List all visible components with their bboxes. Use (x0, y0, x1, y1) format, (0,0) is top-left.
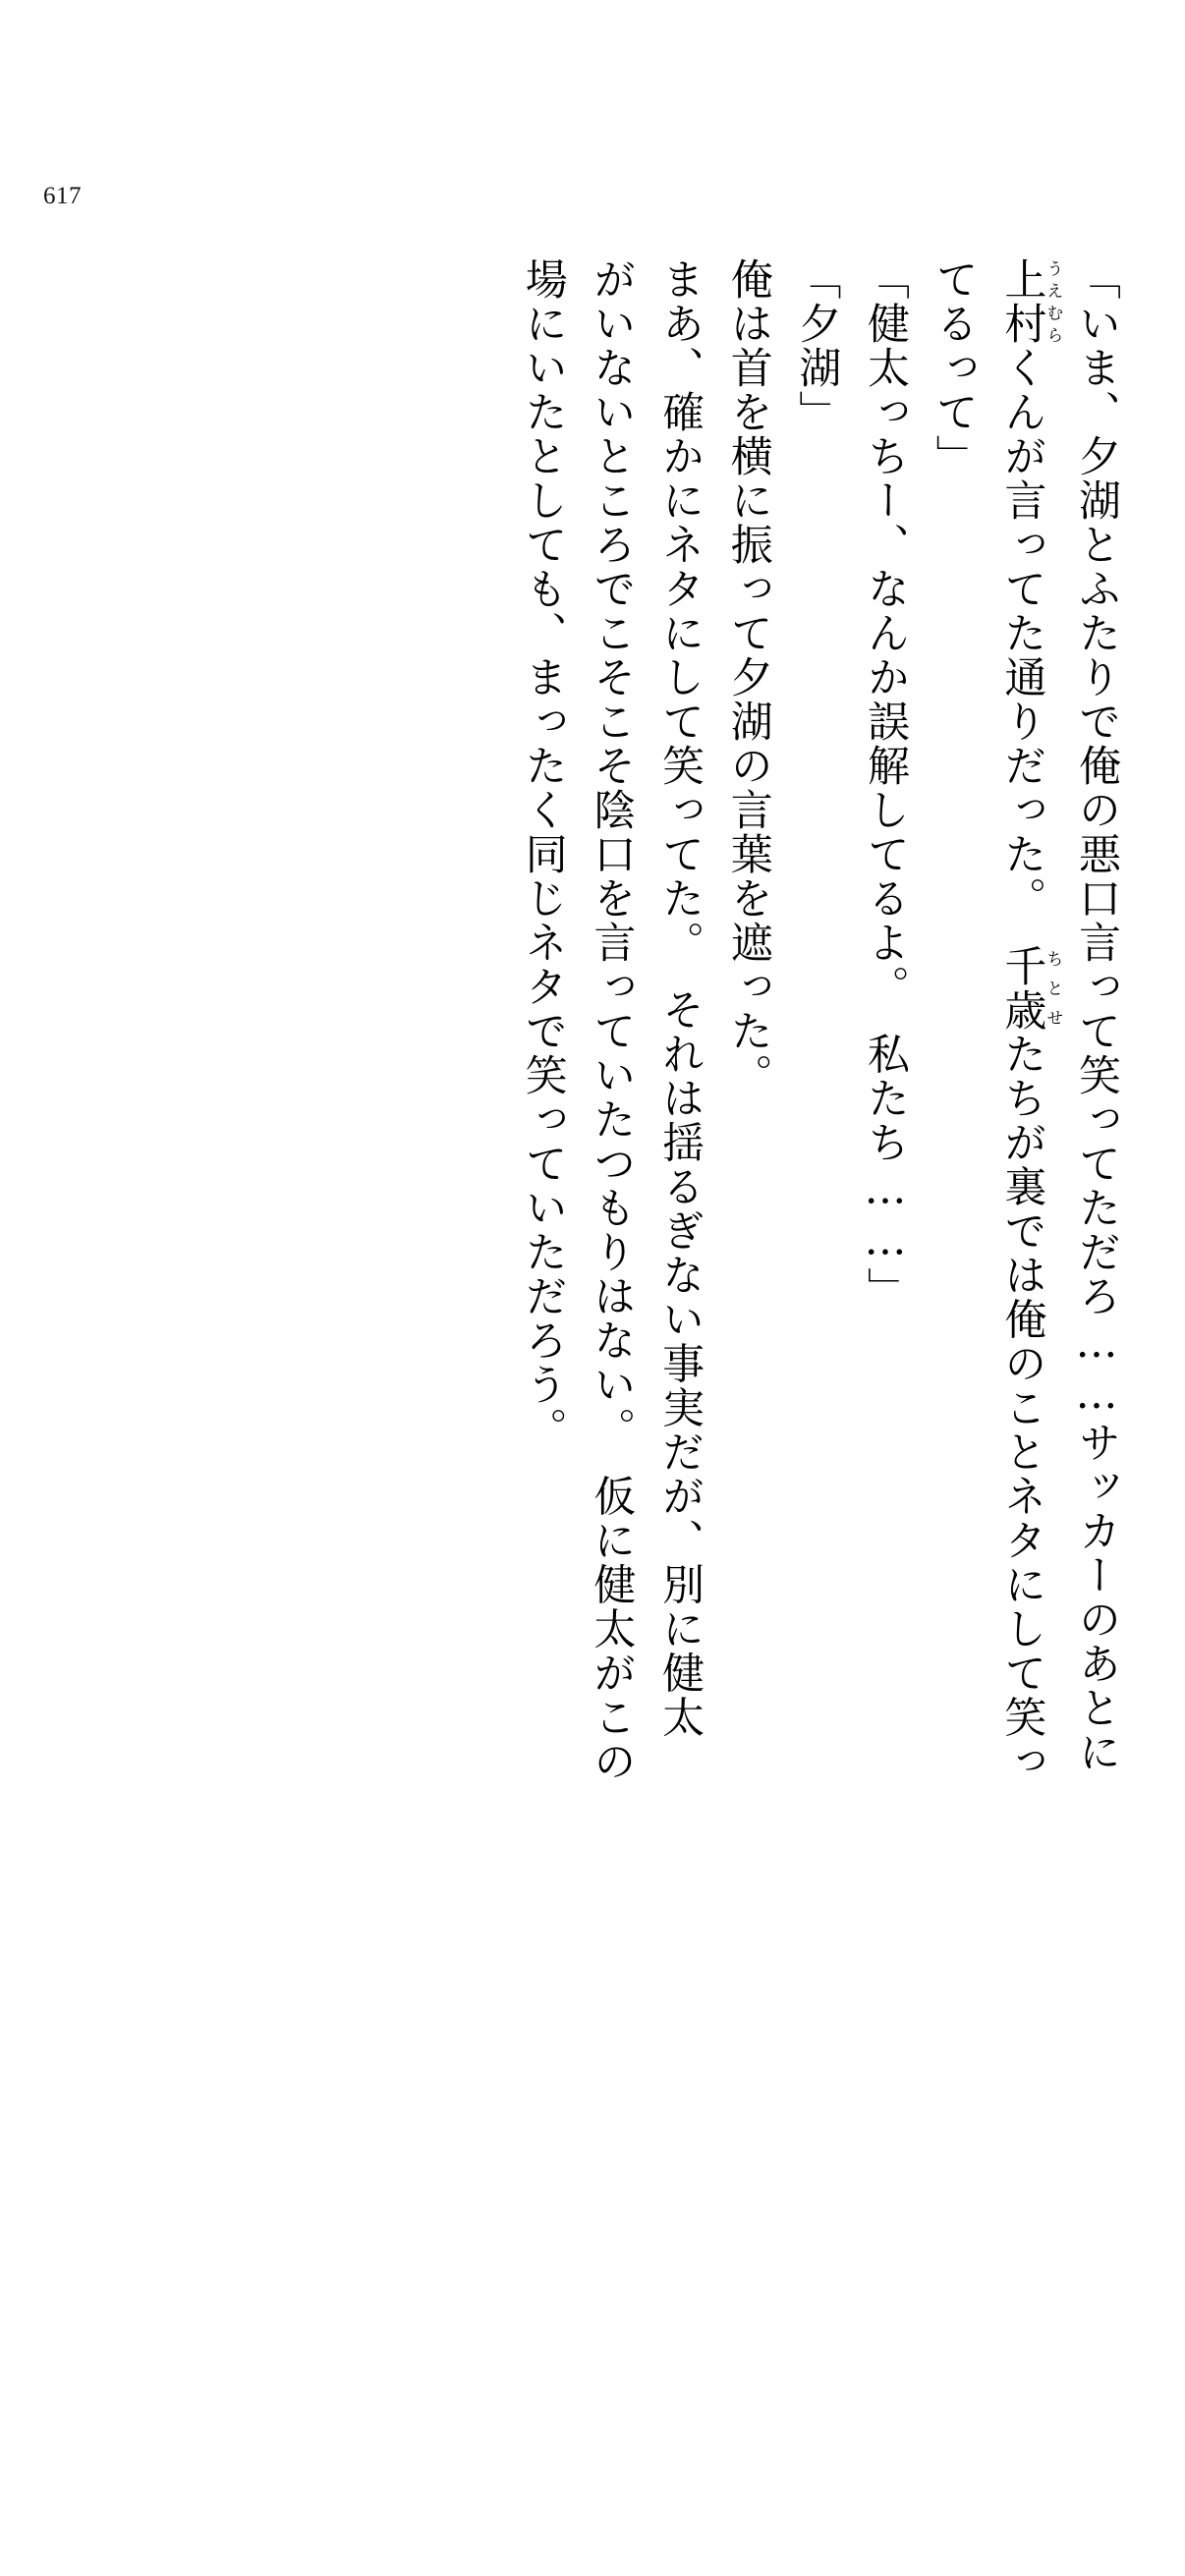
ruby-reading: うえむら (1043, 257, 1063, 346)
body-text-vertical (128, 257, 1130, 2419)
text-column: 俺は首を横に振って夕湖の言葉を遮った。 (723, 257, 773, 1097)
text-column: がいないところでこそこそ陰口を言っていたつもりはない。 仮に健太がこの (587, 257, 637, 1784)
ruby-chitose: 千歳ちとせ (997, 943, 1063, 1033)
page-number: 617 (43, 183, 82, 209)
ruby-uemura: 上村うえむら (997, 257, 1063, 346)
text-column: まあ、確かにネタにして笑ってた。 それは揺るぎない事実だが、別に健太 (655, 257, 705, 1740)
text-column: 「夕湖」 (792, 257, 842, 434)
text-column-with-ruby: 上村うえむらくんが言ってた通りだった。 千歳ちとせたちが裏では俺のことネタにして笑っ (997, 257, 1063, 1784)
text-column: 「健太っちー、なんか誤解してるよ。 私たち……」 (861, 257, 911, 1312)
text-column: 「いま、夕湖とふたりで俺の悪口言って笑ってただろ……サッカーのあとに (1072, 257, 1121, 1774)
ruby-reading: ちとせ (1043, 943, 1063, 1033)
text-column: てるって」 (929, 257, 979, 478)
text-column: 場にいたとしても、まったく同じネタで笑っていただろう。 (518, 257, 568, 1451)
